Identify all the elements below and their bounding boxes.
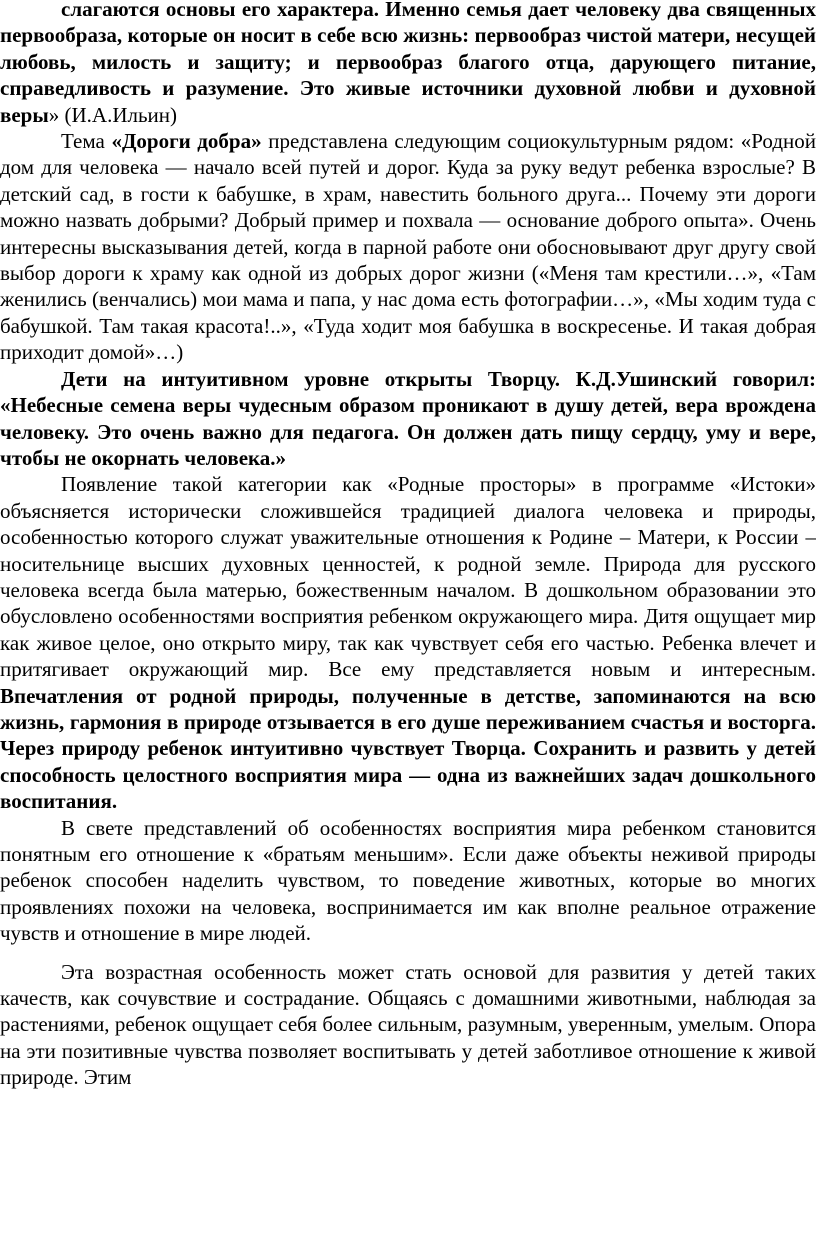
paragraph — [0, 0, 816, 128]
text-run: В свете представлений об особенностях восприятия мира ребенком становится понятным его отношение к «братьям меньшим». Если даже объекты неживой природы ребенок способен наделить чувством, то поведение животных, которые во многих проявлениях похожи на человека, воспринимается им как вполне реальное отражение чувств и отношение в мире людей. — [0, 815, 816, 946]
text-run: Появление такой категории как «Родные просторы» в программе «Истоки» объясняется исторически сложившейся традицией диалога человека и природы, особенностью которого служат уважительные отношения к Родине – Матери, к России – носительнице высших духовных ценностей, к родной земле. Природа для русского человека всегда была матерью, божественным началом. В дошкольном образовании это обусловлено особенностями восприятия ребенком окружающего мира. Дитя ощущает мир как живое целое, оно открыто миру, так как чувствует себя его частью. Ребенка влечет и притягивает окружающий мир. Все ему представляется новым и интересным. — [0, 472, 816, 682]
paragraph — [0, 815, 816, 947]
paragraph — [0, 366, 816, 472]
bold-text-run: Дети на интуитивном уровне открыты Творцу. К.Д.Ушинский говорил: «Небесные семена веры чудесным образом проникают в душу детей, вера врождена человеку. Это очень важно для педагога. Он должен дать пищу сердцу, уму и вере, чтобы не окорнать человека.» — [0, 366, 816, 470]
paragraph — [0, 471, 816, 814]
bold-text-run: «Дороги добра» — [111, 129, 262, 154]
bold-text-run: Впечатления от родной природы, полученные в детстве, запоминаются на всю жизнь, гармония в природе отзывается в его душе переживанием счастья и восторга. Через природу ребенок интуитивно чувствует Творца. Сохранить и развить у детей способность целостного восприятия мира — одна из важнейших задач дошкольного воспитания. — [0, 683, 816, 814]
paragraph — [0, 959, 816, 1091]
text-run: представлена следующим социокультурным рядом: «Родной дом для человека — начало всей путей и дорог. Куда за руку ведут ребенка взрослые? В детский сад, в гости к бабушке, в храм, навестить больного друга... Почему эти дороги можно назвать добрыми? Добрый пример и похвала — основание доброго опыта». Очень интересны высказывания детей, когда в парной работе они обосновывают друг другу свой выбор дороги к храму как одной из добрых дорог жизни («Меня там крестили…», «Там женились (венчались) мои мама и папа, у нас дома есть фотографии…», «Мы ходим туда с бабушкой. Там такая красота!..», «Туда ходит моя бабушка в воскресенье. И такая добрая приходит домой»…) — [0, 129, 816, 365]
bold-text-run: слагаются основы его характера. Именно семья дает человеку два священных первообраза, которые он носит в себе всю жизнь: первообраз чистой матери, несущей любовь, милость и защиту; и первообраз благого отца, дарующего питание, справедливость и разумение. Это живые источники духовной любви и духовной веры — [0, 0, 816, 127]
text-run: » (И.А.Ильин) — [48, 102, 178, 127]
paragraph — [0, 128, 816, 366]
text-run: Тема — [61, 129, 112, 154]
text-run: Эта возрастная особенность может стать основой для развития у детей таких качеств, как сочувствие и сострадание. Общаясь с домашними животными, наблюдая за растениями, ребенок ощущает себя более сильным, разумным, уверенным, умелым. Опора на эти позитивные чувства позволяет воспитывать у детей заботливое отношение к живой природе. Этим — [0, 959, 816, 1090]
